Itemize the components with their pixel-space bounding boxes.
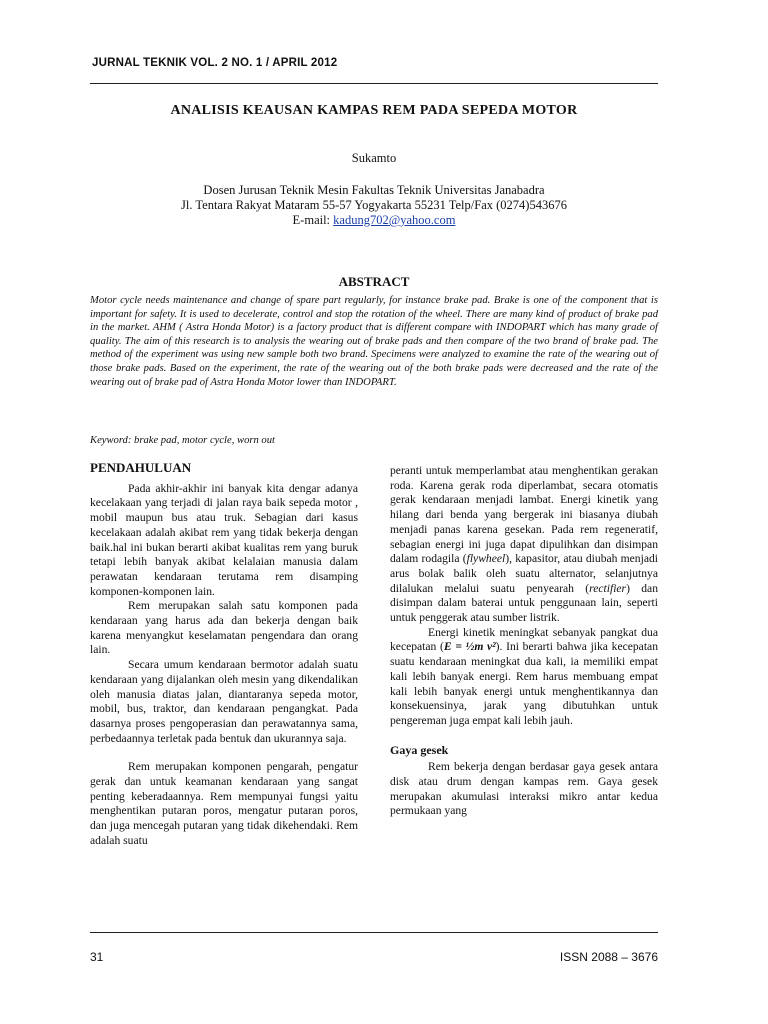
paper-title: ANALISIS KEAUSAN KAMPAS REM PADA SEPEDA MOTOR	[170, 103, 578, 118]
issn: ISSN 2088 – 3676	[559, 950, 658, 964]
section-heading-pendahuluan: PENDAHULUAN	[90, 460, 192, 475]
paragraph: Pada akhir-akhir ini banyak kita dengar adanya kecelakaan yang terjadi di jalan raya baik sepeda motor , mobil maupun bus atau truk. Sebagian dari kasus kecelakaan adalah akibat rem yang tidak bekerja dengan baik.hal ini bukan berarti akibat kualitas rem yang buruk tetapi lebih banyak akibat kelalaian manusia dalam perawatan kendaraan terutama rem disamping komponen-komponen lain.	[90, 481, 358, 598]
right-column	[390, 464, 658, 819]
paragraph: Rem merupakan komponen pengarah, pengatur gerak dan untuk keamanan kendaraan yang sangat penting keberadaannya. Rem mempunyai fungsi yaitu menghentikan putaran poros, mengatur putaran poros, dan juga mencegah putaran yang tidak dikehendaki. Rem adalah suatu	[90, 760, 358, 847]
keywords: Keyword: brake pad, motor cycle, worn out	[90, 435, 275, 446]
email-label: E-mail:	[292, 213, 334, 227]
left-column	[90, 461, 358, 849]
journal-header: JURNAL TEKNIK VOL. 2 NO. 1 / APRIL 2012	[92, 57, 338, 69]
paragraph: Rem bekerja dengan berdasar gaya gesek antara disk atau drum dengan kampas rem. Gaya gesek merupakan akumulasi interaksi mikro antar kedua permukaan yang	[390, 760, 658, 818]
affiliation-line: Dosen Jurusan Teknik Mesin Fakultas Teknik Universitas Janabadra	[203, 183, 545, 197]
paragraph: peranti untuk memperlambat atau menghentikan gerakan roda. Karena gerak roda diperlambat, secara otomatis gerak kendaraan menjadi lambat. Energi kinetik yang hilang dari benda yang bergerak ini biasanya diubah menjadi panas karena gesekan. Pada rem regeneratif, sebagian energi ini juga dapat dipulihkan dan disimpan dalam rodagila (flywheel), kapasitor, atau diubah menjadi arus bolak balik oleh suatu alternator, selanjutnya dilalukan melalui suatu penyearah (rectifier) dan disimpan dalam baterai untuk penggunaan lain, seperti untuk penggerak atau sumber listrik.	[390, 464, 658, 625]
abstract-heading: ABSTRACT	[338, 274, 410, 289]
subsection-heading-gaya-gesek: Gaya gesek	[390, 742, 449, 757]
author-name: Sukamto	[351, 151, 397, 165]
kinetic-energy-formula: E = ½m v²	[443, 640, 496, 654]
term-flywheel: flywheel	[466, 552, 506, 566]
paragraph: Secara umum kendaraan bermotor adalah suatu kendaraan yang dijalankan oleh mesin yang dikendalikan oleh manusia diatas jalan, diantaranya sepeda motor, mobil, bus, traktor, dan kendaraan pengangkat. Pada dasarnya proses pengoperasian dan perawatannya sama, perbedaannya terletak pada bentuk dan ukurannya saja.	[90, 658, 358, 745]
term-rectifier: rectifier	[589, 581, 627, 595]
footer-rule	[90, 932, 658, 933]
address-line: Jl. Tentara Rakyat Mataram 55-57 Yogyakarta 55231 Telp/Fax (0274)543676	[181, 198, 567, 212]
paragraph: Rem merupakan salah satu komponen pada kendaraan yang harus ada dan bekerja dengan baik karena menyangkut keselamatan pengendara dan orang lain.	[90, 599, 358, 657]
header-rule	[90, 83, 658, 84]
paragraph: Energi kinetik meningkat sebanyak pangkat dua kecepatan (E = ½m v²). Ini berarti bahwa jika kecepatan suatu kendaraan meningkat dua kali, ia memiliki empat kali lebih banyak energi. Rem harus membuang empat kali lebih banyak energi untuk menghentikannya dan konsekuensinya, jarak yang dibutuhkan untuk pengereman juga empat kali lebih jauh.	[390, 625, 658, 727]
abstract-text: Motor cycle needs maintenance and change of spare part regularly, for instance brake pad. Brake is one of the component that is important for safety. It is used to decelerate, control and stop the rotation of the wheel. There are many kind of product of brake pad in the market. AHM ( Astra Honda Motor) is a factory product that is different compare with INDOPART which has many grade of quality. The aim of this research is to analysis the wearing out of brake pads and then compare of the two brand of brake pad. The method of the experiment was using new sample both two brand. Specimens were analyzed to examine the rate of the wearing out of those brake pads. Based on the experiment, the rate of the wearing out of the both brake pads were decreased and the rate of the wearing out of brake pad of Astra Honda Motor lower than INDOPART.	[90, 295, 658, 388]
email-link[interactable]: kadung702@yahoo.com	[333, 213, 456, 227]
email-line	[90, 213, 658, 228]
page-number: 31	[90, 950, 104, 964]
